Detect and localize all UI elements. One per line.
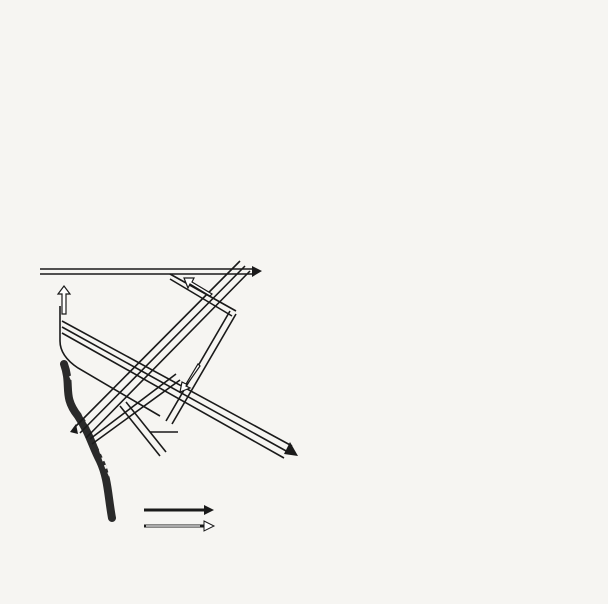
river-don bbox=[64, 364, 112, 518]
railway-tracks bbox=[40, 261, 292, 458]
railway-map bbox=[0, 256, 308, 548]
legend bbox=[144, 505, 214, 531]
railway-scheme-figure bbox=[0, 256, 308, 548]
